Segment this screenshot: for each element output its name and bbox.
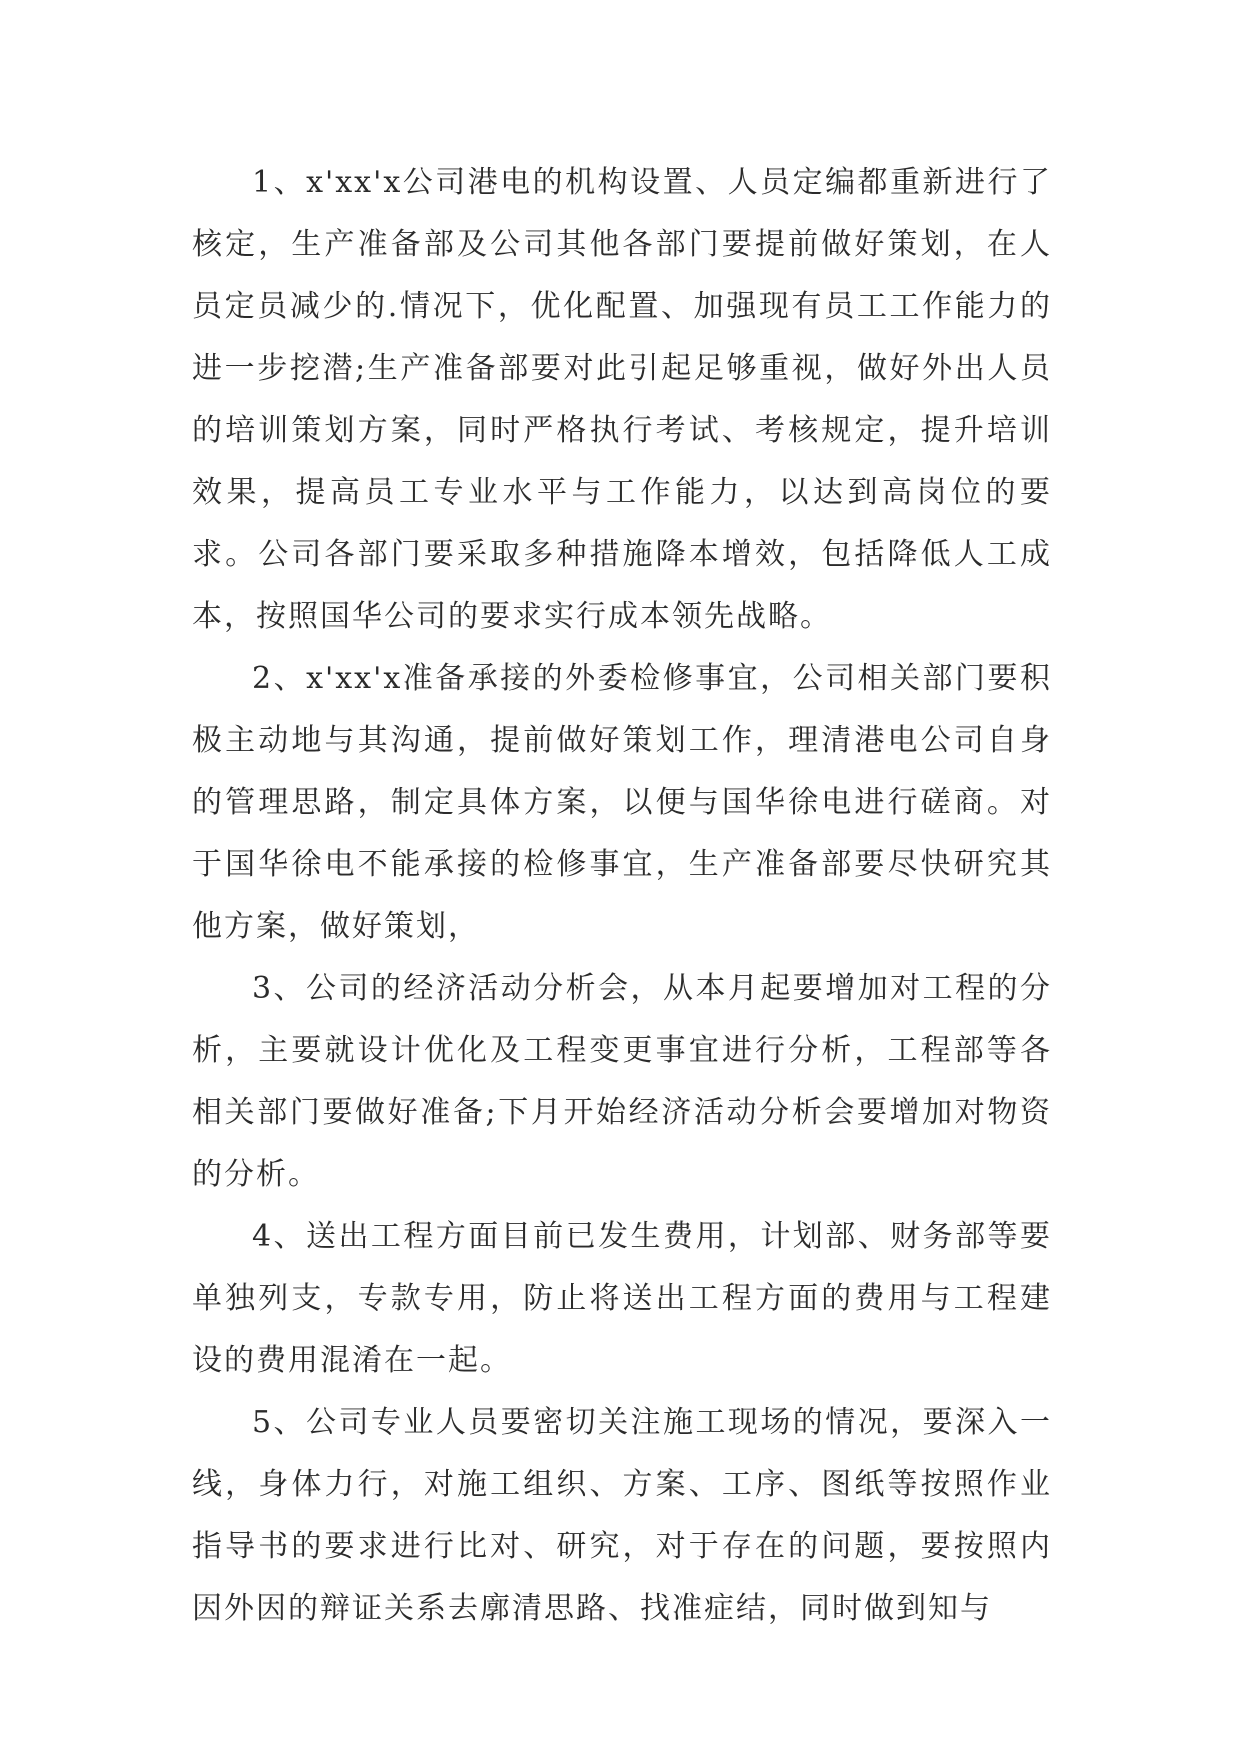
document-body: [192, 152, 1052, 1640]
paragraph-3: 3、公司的经济活动分析会，从本月起要增加对工程的分析，主要就设计优化及工程变更事宜进行分析，工程部等各相关部门要做好准备;下月开始经济活动分析会要增加对物资的分析。: [192, 971, 1052, 1192]
paragraph-5: 5、公司专业人员要密切关注施工现场的情况，要深入一线，身体力行，对施工组织、方案、工序、图纸等按照作业指导书的要求进行比对、研究，对于存在的问题，要按照内因外因的辩证关系去廓清思路、找准症结，同时做到知与: [192, 1405, 1052, 1626]
paragraph-4: 4、送出工程方面目前已发生费用，计划部、财务部等要单独列支，专款专用，防止将送出工程方面的费用与工程建设的费用混淆在一起。: [192, 1219, 1052, 1378]
paragraph-2: 2、x'xx'x准备承接的外委检修事宜，公司相关部门要积极主动地与其沟通，提前做好策划工作，理清港电公司自身的管理思路，制定具体方案，以便与国华徐电进行磋商。对于国华徐电不能承接的检修事宜，生产准备部要尽快研究其他方案，做好策划，: [192, 661, 1052, 944]
paragraph-1: 1、x'xx'x公司港电的机构设置、人员定编都重新进行了核定，生产准备部及公司其他各部门要提前做好策划，在人员定员减少的.情况下，优化配置、加强现有员工工作能力的进一步挖潜;生产准备部要对此引起足够重视，做好外出人员的培训策划方案，同时严格执行考试、考核规定，提升培训效果，提高员工专业水平与工作能力，以达到高岗位的要求。公司各部门要采取多种措施降本增效，包括降低人工成本，按照国华公司的要求实行成本领先战略。: [192, 165, 1052, 634]
